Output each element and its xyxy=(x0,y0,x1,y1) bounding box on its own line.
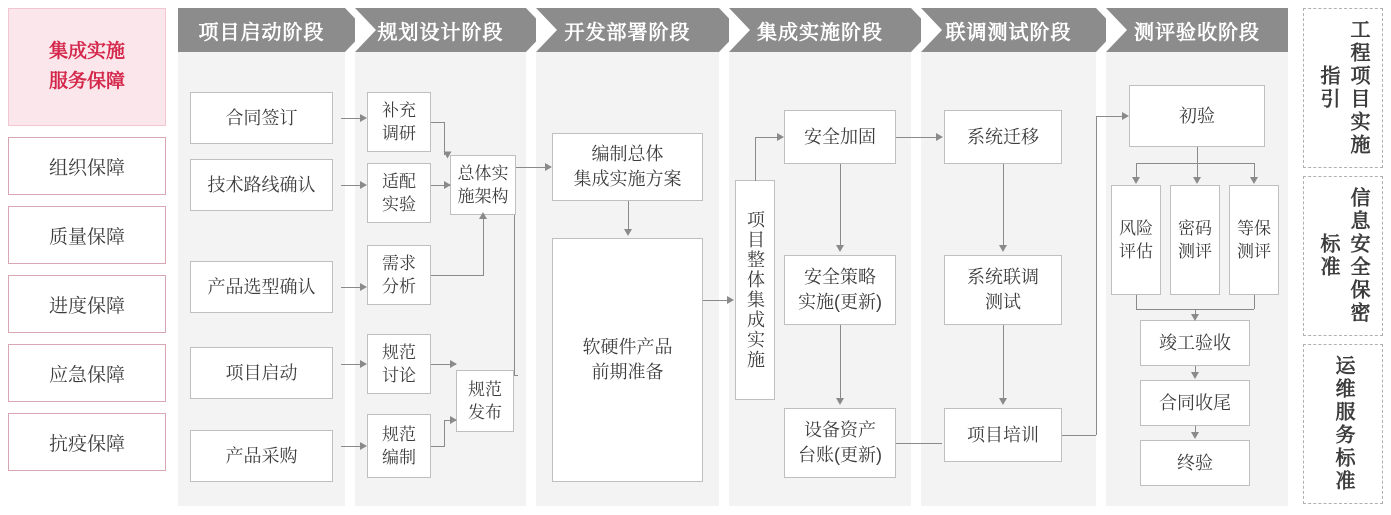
arrowhead-icon xyxy=(360,114,367,122)
connector xyxy=(431,122,445,123)
connector xyxy=(1062,435,1096,436)
phase-header-4 xyxy=(729,8,911,52)
connector xyxy=(444,122,445,155)
node-overall-architecture[interactable] xyxy=(450,155,516,215)
node-classified-protection-evaluation[interactable] xyxy=(1229,185,1279,295)
node-system-migration[interactable]: 系统迁移 xyxy=(944,110,1062,164)
connector xyxy=(1096,116,1097,435)
node-classified-protection-evaluation-label: 等保 测评 xyxy=(1237,219,1271,261)
right-box-engineering-guide-label: 工程项目实施指引 xyxy=(1317,19,1369,157)
node-system-joint-test[interactable] xyxy=(944,255,1062,325)
arrowhead-icon xyxy=(1250,177,1258,184)
left-item-schedule[interactable]: 进度保障 xyxy=(8,275,166,333)
connector xyxy=(755,137,756,181)
node-security-hardening[interactable]: 安全加固 xyxy=(784,110,896,164)
node-security-policy-update-label: 安全策略 实施(更新) xyxy=(798,267,882,312)
arrowhead-icon xyxy=(1132,177,1140,184)
arrowhead-icon xyxy=(360,360,367,368)
arrowhead-icon xyxy=(360,181,367,189)
node-crypto-evaluation[interactable] xyxy=(1170,185,1220,295)
arrowhead-icon xyxy=(450,416,457,424)
node-project-training[interactable]: 项目培训 xyxy=(944,408,1062,462)
arrowhead-icon xyxy=(1193,177,1201,184)
connector xyxy=(703,300,728,301)
right-box-security-standard-label: 信息安全保密标准 xyxy=(1317,187,1369,325)
connector xyxy=(341,446,360,447)
arrowhead-icon xyxy=(1191,432,1199,439)
left-column-title xyxy=(8,8,166,126)
right-box-engineering-guide xyxy=(1303,8,1383,168)
connector xyxy=(516,167,546,168)
node-project-kickoff[interactable]: 项目启动 xyxy=(190,347,333,399)
connector xyxy=(1136,163,1254,164)
phase-header-1-label: 项目启动阶段 xyxy=(198,21,325,44)
node-standard-drafting[interactable] xyxy=(367,414,431,478)
right-box-ops-standard-label: 运维服务标准 xyxy=(1332,355,1354,493)
node-product-selection[interactable]: 产品选型确认 xyxy=(190,261,333,313)
phase-notch-icon xyxy=(536,8,557,52)
node-tech-route-confirm[interactable]: 技术路线确认 xyxy=(190,159,333,211)
arrowhead-icon xyxy=(360,283,367,291)
connector xyxy=(628,201,629,231)
connector xyxy=(1197,147,1198,163)
node-requirement-analysis-label: 需求 分析 xyxy=(382,254,416,296)
arrowhead-icon xyxy=(836,398,844,405)
phase-header-2-label: 规划设计阶段 xyxy=(377,21,504,44)
node-requirement-analysis[interactable] xyxy=(367,245,431,305)
phase-notch-icon xyxy=(355,8,376,52)
arrowhead-icon xyxy=(624,229,632,236)
connector xyxy=(444,420,445,446)
connector xyxy=(1003,164,1004,247)
left-item-emergency[interactable]: 应急保障 xyxy=(8,344,166,402)
node-adaptation-experiment[interactable] xyxy=(367,163,431,223)
connector xyxy=(483,215,484,275)
node-contract-closure[interactable]: 合同收尾 xyxy=(1140,380,1250,426)
connector xyxy=(840,164,841,247)
phase-notch-icon xyxy=(729,8,750,52)
arrowhead-icon xyxy=(360,442,367,450)
node-system-joint-test-label: 系统联调 测试 xyxy=(967,267,1039,312)
node-adaptation-experiment-label: 适配 实验 xyxy=(382,172,416,214)
left-title-line1: 集成实施 xyxy=(48,41,125,62)
arrowhead-icon xyxy=(444,181,451,189)
node-crypto-evaluation-label: 密码 测评 xyxy=(1178,219,1212,261)
connector xyxy=(896,137,937,138)
node-hardware-software-prep-label: 软硬件产品 前期准备 xyxy=(582,337,673,382)
node-final-acceptance[interactable]: 终验 xyxy=(1140,440,1250,486)
node-initial-acceptance[interactable]: 初验 xyxy=(1129,85,1265,147)
node-overall-integration-plan[interactable] xyxy=(552,133,703,201)
node-standard-release-label: 规范 发布 xyxy=(468,380,502,422)
phase-header-6-label: 测评验收阶段 xyxy=(1134,21,1260,44)
arrowhead-icon xyxy=(1122,112,1129,120)
node-asset-ledger-update-label: 设备资产 台账(更新) xyxy=(798,420,882,465)
phase-header-6 xyxy=(1106,8,1288,52)
phase-header-3-label: 开发部署阶段 xyxy=(564,21,691,44)
arrowhead-icon xyxy=(836,245,844,252)
node-risk-assessment-label: 风险 评估 xyxy=(1119,219,1153,261)
phase-header-4-label: 集成实施阶段 xyxy=(757,21,883,44)
node-security-policy-update[interactable] xyxy=(784,255,896,325)
connector xyxy=(514,215,515,375)
arrowhead-icon xyxy=(727,296,734,304)
connector xyxy=(431,275,484,276)
node-standard-drafting-label: 规范 编制 xyxy=(382,425,416,467)
phase-header-3 xyxy=(536,8,719,52)
left-column xyxy=(8,8,166,506)
left-item-quality[interactable]: 质量保障 xyxy=(8,206,166,264)
connector xyxy=(840,325,841,400)
arrowhead-icon xyxy=(479,212,487,219)
node-completion-acceptance[interactable]: 竣工验收 xyxy=(1140,320,1250,366)
arrowhead-icon xyxy=(999,398,1007,405)
left-title-line2: 服务保障 xyxy=(48,71,125,92)
connector xyxy=(1096,116,1123,117)
node-standard-discussion-label: 规范 讨论 xyxy=(382,343,416,385)
connector xyxy=(341,185,360,186)
arrowhead-icon xyxy=(1191,372,1199,379)
node-risk-assessment[interactable] xyxy=(1111,185,1161,295)
phase-header-5 xyxy=(921,8,1096,52)
node-contract-signing[interactable]: 合同签订 xyxy=(190,92,333,144)
node-asset-ledger-update[interactable] xyxy=(784,408,896,478)
arrowhead-icon xyxy=(545,163,552,171)
node-standard-discussion[interactable] xyxy=(367,334,431,394)
connector xyxy=(341,118,360,119)
node-overall-integration-impl[interactable] xyxy=(735,180,775,400)
right-box-security-standard xyxy=(1303,176,1383,336)
connector xyxy=(896,443,942,444)
arrowhead-icon xyxy=(1191,314,1199,321)
connector xyxy=(341,364,360,365)
phase-header-1 xyxy=(178,8,345,52)
connector xyxy=(1003,325,1004,400)
node-standard-release[interactable] xyxy=(456,370,514,432)
node-supplementary-research-label: 补充 调研 xyxy=(382,101,416,143)
node-overall-integration-impl-label: 项目整体集成实施 xyxy=(745,210,765,370)
node-supplementary-research[interactable] xyxy=(367,92,431,152)
left-item-epidemic[interactable]: 抗疫保障 xyxy=(8,413,166,471)
left-item-organization[interactable]: 组织保障 xyxy=(8,137,166,195)
connector xyxy=(755,137,779,138)
arrowhead-icon xyxy=(777,133,784,141)
arrowhead-icon xyxy=(936,133,943,141)
phase-notch-icon xyxy=(921,8,942,52)
arrowhead-icon xyxy=(444,152,452,159)
right-box-ops-standard xyxy=(1303,344,1383,504)
phase-header-5-label: 联调测试阶段 xyxy=(945,21,1072,44)
arrowhead-icon xyxy=(999,245,1007,252)
connector xyxy=(1136,295,1137,309)
node-overall-architecture-label: 总体实 施架构 xyxy=(457,164,509,206)
phase-notch-icon xyxy=(1106,8,1127,52)
node-overall-integration-plan-label: 编制总体 集成实施方案 xyxy=(573,144,682,189)
connector xyxy=(341,287,360,288)
node-hardware-software-prep[interactable] xyxy=(552,238,703,482)
node-product-purchase[interactable]: 产品采购 xyxy=(190,430,333,482)
connector xyxy=(1254,295,1255,309)
connector xyxy=(431,446,445,447)
phase-header-2 xyxy=(355,8,526,52)
arrowhead-icon xyxy=(450,360,457,368)
connector xyxy=(514,375,518,376)
